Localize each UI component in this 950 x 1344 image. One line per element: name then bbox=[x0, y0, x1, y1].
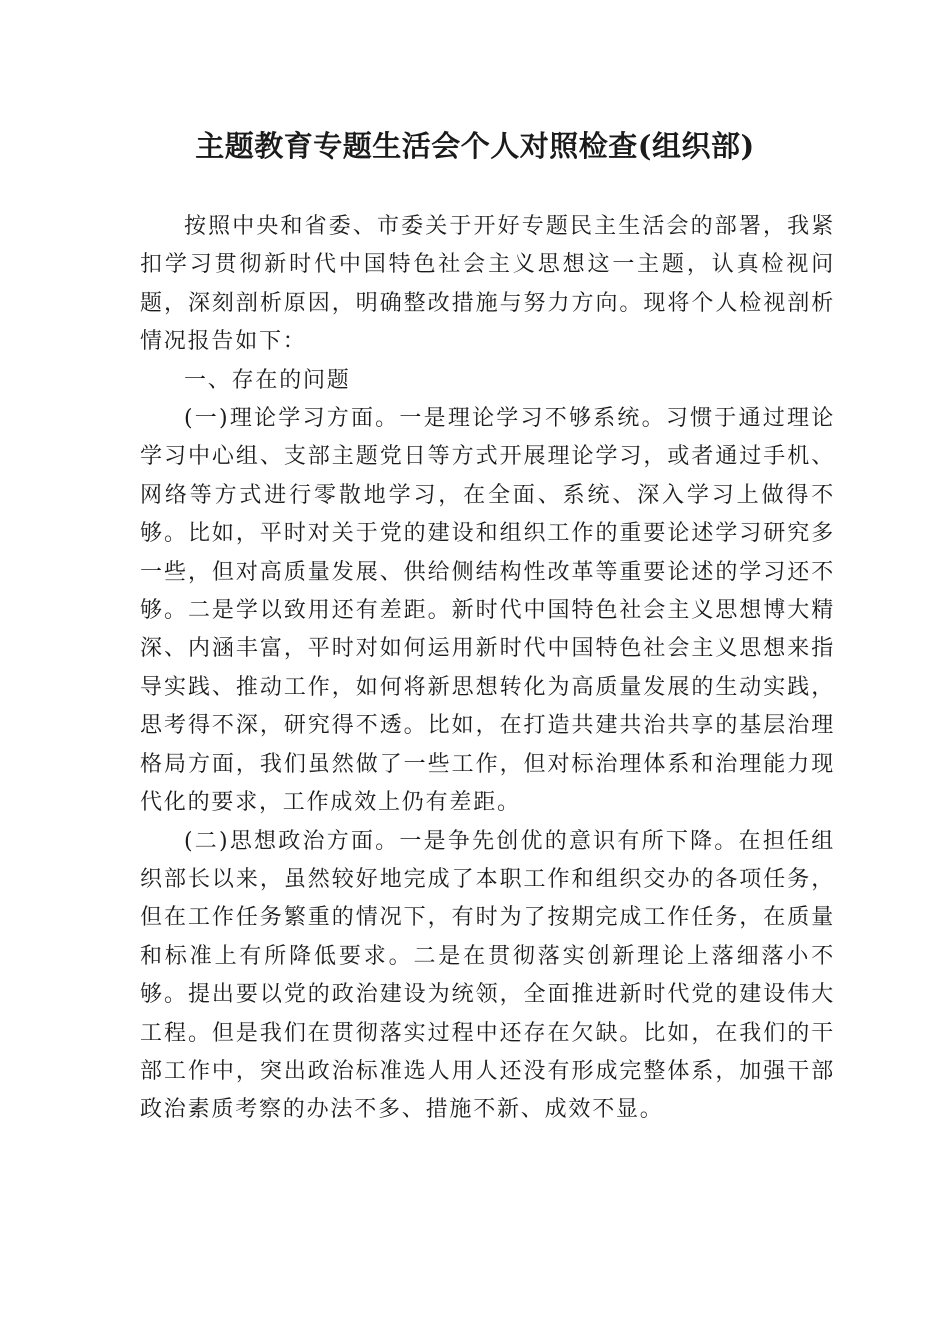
document-body bbox=[140, 208, 835, 1130]
theory-study-paragraph: (一)理论学习方面。一是理论学习不够系统。习惯于通过理论学习中心组、支部主题党日等方式开展理论学习，或者通过手机、网络等方式进行零散地学习，在全面、系统、深入学习上做得不够。比如，平时对关于党的建设和组织工作的重要论述学习研究多一些，但对高质量发展、供给侧结构性改革等重要论述的学习还不够。二是学以致用还有差距。新时代中国特色社会主义思想博大精深、内涵丰富，平时对如何运用新时代中国特色社会主义思想来指导实践、推动工作，如何将新思想转化为高质量发展的生动实践，思考得不深，研究得不透。比如，在打造共建共治共享的基层治理格局方面，我们虽然做了一些工作，但对标治理体系和治理能力现代化的要求，工作成效上仍有差距。 bbox=[140, 406, 835, 816]
section-heading: 一、存在的问题 bbox=[184, 367, 351, 393]
intro-paragraph: 按照中央和省委、市委关于开好专题民主生活会的部署，我紧扣学习贯彻新时代中国特色社会主义思想这一主题，认真检视问题，深刻剖析原因，明确整改措施与努力方向。现将个人检视剖析情况报告如下： bbox=[140, 214, 835, 355]
political-thought-paragraph: (二)思想政治方面。一是争先创优的意识有所下降。在担任组织部长以来，虽然较好地完成了本职工作和组织交办的各项任务，但在工作任务繁重的情况下，有时为了按期完成工作任务，在质量和标准上有所降低要求。二是在贯彻落实创新理论上落细落小不够。提出要以党的政治建设为统领，全面推进新时代党的建设伟大工程。但是我们在贯彻落实过程中还存在欠缺。比如，在我们的干部工作中，突出政治标准选人用人还没有形成完整体系，加强干部政治素质考察的办法不多、措施不新、成效不显。 bbox=[140, 828, 835, 1123]
document-title: 主题教育专题生活会个人对照检查(组织部) bbox=[195, 129, 755, 163]
